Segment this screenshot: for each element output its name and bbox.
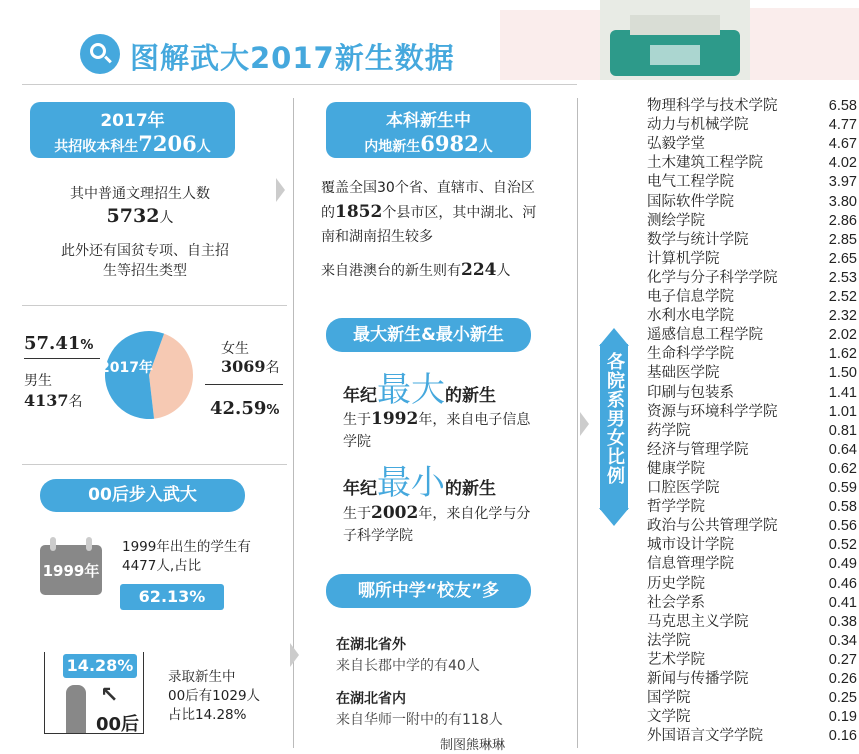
post00-label: 00后 bbox=[96, 714, 140, 735]
row-department: 经济与管理学院 bbox=[647, 441, 749, 458]
calendar-year: 1999年 bbox=[42, 562, 100, 580]
search-icon bbox=[80, 34, 120, 74]
table-row bbox=[647, 116, 859, 135]
row-ratio: 0.46 bbox=[828, 575, 857, 592]
table-row bbox=[647, 708, 859, 727]
table-row bbox=[647, 97, 859, 116]
post00-pct: 14.28% bbox=[63, 654, 137, 678]
row-department: 社会学系 bbox=[647, 594, 705, 611]
row-ratio: 6.58 bbox=[828, 98, 857, 114]
oldest-text-a: 生于 bbox=[343, 412, 371, 428]
row-department: 数学与统计学院 bbox=[647, 231, 749, 248]
arrow-2 bbox=[290, 643, 299, 667]
badge-year: 2017年 bbox=[100, 111, 165, 131]
row-ratio: 2.65 bbox=[828, 250, 857, 267]
post00-text-b: 00后有1029人 bbox=[168, 688, 261, 704]
table-row bbox=[647, 460, 859, 479]
mainland-badge-number: 6982 bbox=[420, 131, 479, 156]
row-department: 药学院 bbox=[647, 422, 691, 439]
row-ratio: 0.81 bbox=[828, 422, 857, 439]
mainland-badge bbox=[326, 102, 531, 158]
row-department: 印刷与包装系 bbox=[647, 384, 734, 401]
oldest-heading bbox=[343, 362, 496, 411]
table-row bbox=[647, 307, 859, 326]
mainland-badge-line1: 本科新生中 bbox=[386, 111, 471, 131]
row-ratio: 0.56 bbox=[828, 518, 857, 535]
post00-badge: 00后步入武大 bbox=[40, 479, 245, 512]
table-row bbox=[647, 326, 859, 345]
youngest-big: 最小 bbox=[377, 463, 445, 503]
female-pct-line bbox=[205, 384, 283, 385]
oldest-text bbox=[343, 408, 533, 453]
row-ratio: 4.67 bbox=[828, 136, 857, 153]
row-ratio: 2.32 bbox=[828, 308, 857, 325]
hmt-text bbox=[321, 260, 511, 280]
row-ratio: 0.19 bbox=[828, 709, 857, 726]
row-department: 新闻与传播学院 bbox=[647, 671, 749, 687]
page-title: 图解武大2017新生数据 bbox=[130, 41, 455, 75]
badge-unit: 人 bbox=[196, 139, 211, 155]
row-ratio: 0.38 bbox=[828, 613, 857, 630]
female-count-value: 3069 bbox=[221, 357, 266, 376]
row-department: 化学与分子科学学院 bbox=[647, 269, 778, 286]
row-ratio: 0.41 bbox=[828, 594, 857, 611]
row-department: 水利水电学院 bbox=[647, 308, 734, 325]
row-department: 政治与公共管理学院 bbox=[647, 518, 778, 535]
table-row bbox=[647, 651, 859, 670]
table-row bbox=[647, 135, 859, 154]
post00-divider bbox=[22, 464, 287, 465]
table-row bbox=[647, 517, 859, 536]
row-department: 动力与机械学院 bbox=[647, 117, 749, 134]
table-row bbox=[647, 441, 859, 460]
ratio-label: 各院系男女比例 bbox=[604, 352, 625, 485]
female-pct-value: 42.59 bbox=[210, 398, 267, 419]
row-department: 土木建筑工程学院 bbox=[647, 155, 763, 172]
row-ratio: 1.50 bbox=[828, 365, 857, 382]
table-row bbox=[647, 345, 859, 364]
row-department: 历史学院 bbox=[647, 575, 705, 592]
in-province-text: 来自华师一附中的有118人 bbox=[336, 712, 503, 728]
post00-text-a: 录取新生中 bbox=[168, 669, 236, 685]
row-department: 弘毅学堂 bbox=[647, 136, 705, 153]
table-row bbox=[647, 479, 859, 498]
table-row bbox=[647, 594, 859, 613]
row-ratio: 0.64 bbox=[828, 441, 857, 458]
row-ratio: 1.01 bbox=[828, 403, 857, 420]
row-department: 健康学院 bbox=[647, 460, 705, 477]
row-ratio: 0.49 bbox=[828, 556, 857, 573]
pie-center-label: 2017年 bbox=[100, 360, 153, 376]
row-department: 计算机学院 bbox=[647, 250, 720, 267]
row-department: 物理科学与技术学院 bbox=[647, 98, 778, 114]
out-province-title: 在湖北省外 bbox=[336, 637, 406, 653]
male-label: 男生 bbox=[24, 373, 52, 389]
male-pct-line bbox=[24, 358, 100, 359]
mainland-badge-unit: 人 bbox=[478, 139, 493, 155]
table-row bbox=[647, 173, 859, 192]
row-department: 遥感信息工程学院 bbox=[647, 327, 763, 344]
title-divider bbox=[22, 84, 577, 85]
row-ratio: 0.27 bbox=[828, 651, 857, 668]
table-row bbox=[647, 288, 859, 307]
credit: 制图熊琳琳 bbox=[440, 738, 506, 753]
table-row bbox=[647, 498, 859, 517]
row-department: 生命科学学院 bbox=[647, 346, 734, 363]
row-ratio: 0.62 bbox=[828, 460, 857, 477]
row-department: 外国语言文学学院 bbox=[647, 728, 763, 745]
row-ratio: 4.77 bbox=[828, 117, 857, 134]
youngest-post: 的新生 bbox=[445, 479, 496, 499]
male-count-unit: 名 bbox=[68, 394, 83, 410]
male-pct bbox=[24, 333, 93, 354]
hmt-number: 224 bbox=[461, 260, 497, 280]
coverage-number: 1852 bbox=[335, 202, 383, 222]
age-badge: 最大新生&最小新生 bbox=[326, 318, 531, 352]
row-department: 艺术学院 bbox=[647, 651, 705, 668]
female-pct-sign: % bbox=[266, 403, 280, 418]
row-department: 基础医学院 bbox=[647, 365, 720, 382]
coverage-text-b: 个县市区，其中湖北、河南和湖南招生较多 bbox=[321, 205, 537, 245]
oldest-big: 最大 bbox=[377, 370, 445, 410]
hmt-text-b: 人 bbox=[496, 263, 511, 279]
youngest-year: 2002 bbox=[371, 503, 419, 523]
regular-enrollment-label: 其中普通文理招生人数 bbox=[70, 186, 210, 202]
table-row bbox=[647, 384, 859, 403]
row-department: 口腔医学院 bbox=[647, 480, 720, 496]
row-ratio: 2.53 bbox=[828, 269, 857, 286]
row-department: 马克思主义学院 bbox=[647, 613, 749, 630]
youngest-text-a: 生于 bbox=[343, 506, 371, 522]
male-pct-sign: % bbox=[80, 338, 94, 353]
row-department: 电气工程学院 bbox=[647, 174, 734, 191]
table-row bbox=[647, 575, 859, 594]
row-ratio: 0.59 bbox=[828, 480, 857, 496]
col-divider-2 bbox=[577, 98, 578, 748]
female-label: 女生 bbox=[221, 341, 249, 357]
out-province-text: 来自长郡中学的有40人 bbox=[336, 658, 480, 674]
table-row bbox=[647, 422, 859, 441]
table-row bbox=[647, 269, 859, 288]
other-types-text: 此外还有国贫专项、自主招生等招生类型 bbox=[61, 243, 229, 279]
table-row bbox=[647, 689, 859, 708]
youngest-heading bbox=[343, 455, 496, 504]
oldest-year: 1992 bbox=[371, 409, 419, 429]
regular-enrollment-text bbox=[40, 183, 240, 227]
row-department: 城市设计学院 bbox=[647, 537, 734, 554]
row-department: 法学院 bbox=[647, 632, 691, 649]
table-row bbox=[647, 536, 859, 555]
row-department: 国学院 bbox=[647, 690, 691, 707]
female-pct bbox=[210, 398, 279, 419]
header-illustration bbox=[500, 0, 859, 80]
row-ratio: 0.34 bbox=[828, 632, 857, 649]
row-department: 文学院 bbox=[647, 709, 691, 726]
table-row bbox=[647, 632, 859, 651]
born1999-text: 1999年出生的学生有4477人,占比 bbox=[122, 539, 251, 574]
oldest-text-b: 年，来自电子信息学院 bbox=[343, 412, 531, 450]
row-department: 哲学学院 bbox=[647, 499, 705, 516]
up-arrow-icon: ↖ bbox=[100, 683, 119, 708]
badge-line: 共招收本科生 bbox=[54, 139, 139, 155]
male-count bbox=[24, 391, 83, 411]
table-row bbox=[647, 555, 859, 574]
table-row bbox=[647, 250, 859, 269]
row-department: 测绘学院 bbox=[647, 212, 705, 229]
youngest-pre: 年纪 bbox=[343, 479, 377, 499]
table-row bbox=[647, 154, 859, 173]
total-enrollment-badge bbox=[30, 102, 235, 158]
post00-text bbox=[168, 668, 260, 725]
row-ratio: 2.85 bbox=[828, 231, 857, 248]
row-department: 电子信息学院 bbox=[647, 289, 734, 305]
hmt-text-a: 来自港澳台的新生则有 bbox=[321, 263, 461, 279]
row-ratio: 0.16 bbox=[828, 728, 857, 745]
pie-divider bbox=[22, 305, 287, 306]
row-ratio: 0.25 bbox=[828, 690, 857, 707]
mainland-badge-line2: 内地新生 bbox=[364, 139, 421, 155]
row-department: 信息管理学院 bbox=[647, 556, 734, 573]
row-department: 国际软件学院 bbox=[647, 193, 734, 210]
calendar-icon bbox=[40, 545, 102, 595]
table-row bbox=[647, 231, 859, 250]
arrow-1 bbox=[276, 178, 285, 202]
youngest-text bbox=[343, 502, 533, 547]
badge-number: 7206 bbox=[138, 131, 197, 156]
table-row bbox=[647, 212, 859, 231]
row-ratio: 3.80 bbox=[828, 193, 857, 210]
row-ratio: 2.52 bbox=[828, 289, 857, 305]
table-row bbox=[647, 403, 859, 422]
table-row bbox=[647, 364, 859, 383]
row-ratio: 1.41 bbox=[828, 384, 857, 401]
table-row bbox=[647, 613, 859, 632]
regular-enrollment-unit: 人 bbox=[159, 210, 174, 226]
born1999-pct: 62.13% bbox=[120, 584, 224, 610]
table-row bbox=[647, 670, 859, 689]
row-ratio: 2.86 bbox=[828, 212, 857, 229]
coverage-text-a: 覆盖全国30个省、直辖市、自治区的 bbox=[321, 180, 535, 221]
oldest-pre: 年纪 bbox=[343, 386, 377, 406]
row-ratio: 2.02 bbox=[828, 327, 857, 344]
in-province-title: 在湖北省内 bbox=[336, 691, 406, 707]
coverage-text bbox=[321, 176, 546, 249]
male-count-value: 4137 bbox=[24, 391, 69, 410]
row-ratio: 4.02 bbox=[828, 155, 857, 172]
row-ratio: 0.52 bbox=[828, 537, 857, 554]
regular-enrollment-number: 5732 bbox=[106, 205, 160, 227]
female-count bbox=[221, 357, 280, 377]
ratio-arrow bbox=[592, 328, 636, 526]
post00-text-c: 占比14.28% bbox=[168, 707, 247, 723]
row-ratio: 0.26 bbox=[828, 671, 857, 687]
row-ratio: 0.58 bbox=[828, 499, 857, 516]
arrow-3 bbox=[580, 412, 589, 436]
female-count-unit: 名 bbox=[265, 360, 280, 376]
male-pct-value: 57.41 bbox=[24, 333, 81, 354]
row-ratio: 3.97 bbox=[828, 174, 857, 191]
school-badge: 哪所中学“校友”多 bbox=[326, 574, 531, 608]
youngest-text-b: 年，来自化学与分子科学学院 bbox=[343, 506, 531, 544]
oldest-post: 的新生 bbox=[445, 386, 496, 406]
row-department: 资源与环境科学学院 bbox=[647, 403, 778, 420]
post00-bar bbox=[66, 685, 86, 733]
table-row bbox=[647, 727, 859, 746]
row-ratio: 1.62 bbox=[828, 346, 857, 363]
table-row bbox=[647, 193, 859, 212]
